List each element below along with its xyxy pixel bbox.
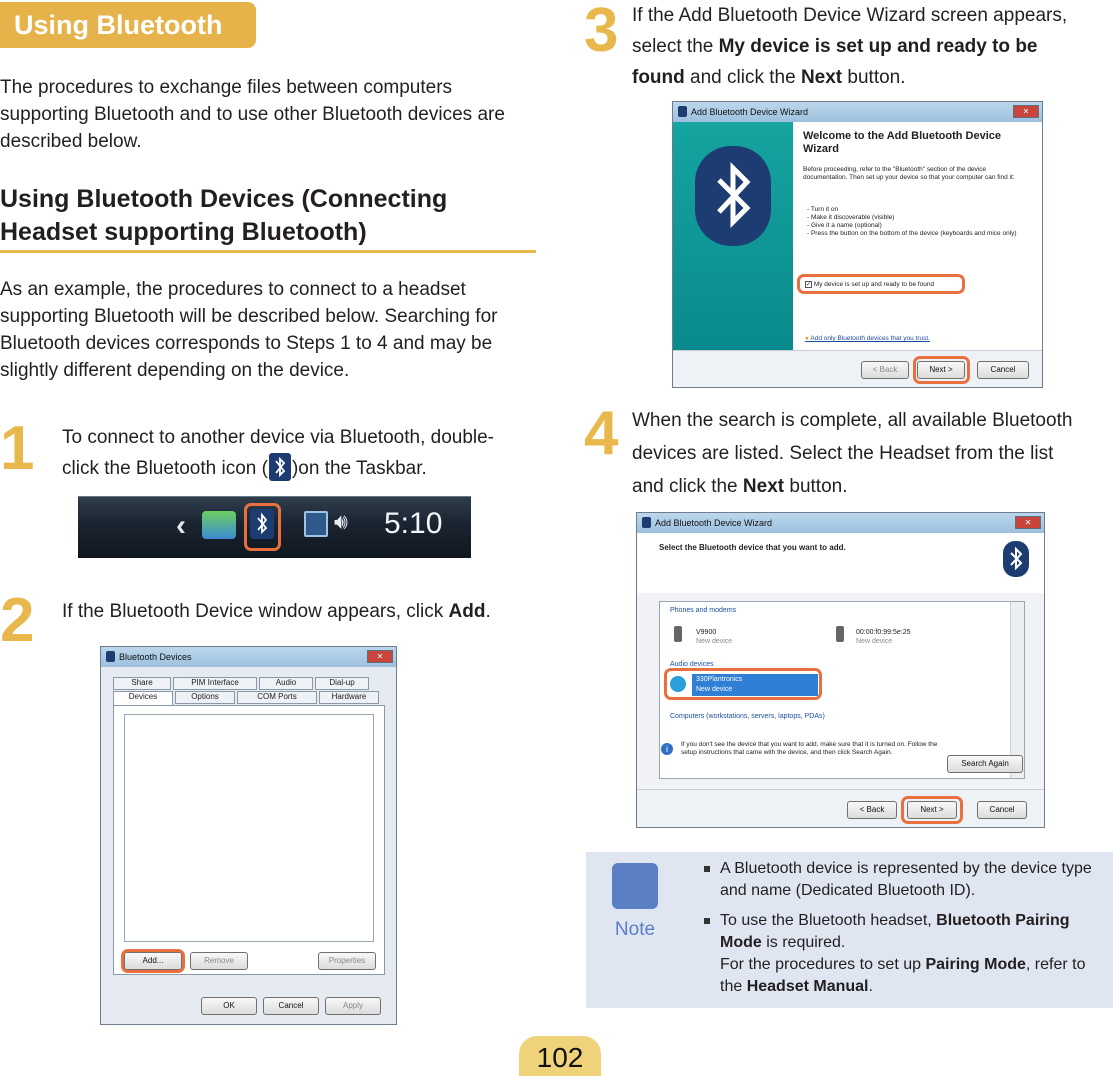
group-audio: Audio devices (670, 661, 714, 668)
step-2-bold: Add (448, 601, 486, 622)
step-2-text-a: If the Bluetooth Device window appears, click (62, 601, 449, 622)
wizard1-title: Add Bluetooth Device Wizard (691, 107, 809, 117)
note-item-1: A Bluetooth device is represented by the device type and name (Dedicated Bluetooth ID). (720, 858, 1108, 902)
step-1-text (62, 422, 532, 484)
trust-link[interactable] (805, 334, 930, 344)
group-phones: Phones and modems (670, 607, 737, 614)
tab-share[interactable]: Share (113, 677, 171, 690)
tab-devices[interactable]: Devices (113, 691, 173, 706)
note-item-2d: , refer to the (720, 956, 1086, 995)
next-button-highlight (901, 796, 963, 824)
step-3-line-3-bold: found (632, 67, 685, 88)
note-item-2 (720, 910, 1110, 998)
note-item-2-bold: Bluetooth Pairing Mode (720, 912, 1070, 951)
heading-line-1: Using Bluetooth Devices (Connecting (0, 185, 448, 213)
step-3-line-3c: button. (842, 67, 906, 88)
back-button[interactable]: < Back (861, 361, 909, 379)
wizard1-list-item: - Turn it on (807, 206, 839, 213)
device-name: V9900 (696, 629, 717, 636)
devices-titlebar (101, 647, 396, 667)
info-icon: i (661, 743, 673, 755)
ok-button[interactable]: OK (201, 997, 257, 1015)
step-4-line-3b: button. (784, 476, 848, 497)
tab-com-ports[interactable]: COM Ports (237, 691, 317, 704)
wizard1-titlebar (673, 102, 1042, 122)
devices-title: Bluetooth Devices (119, 652, 192, 662)
note-item-2e: . (868, 978, 873, 995)
scrollbar[interactable] (1010, 602, 1024, 778)
note-item-2c: For the procedures to set up (720, 956, 926, 973)
close-icon[interactable]: ✕ (367, 650, 393, 663)
wizard2-info: If you don't see the device that you want to add, make sure that it is turned on. Follow the setup instructions that came with the device, and then click Search Again. (681, 741, 938, 756)
wizard2-titlebar (637, 513, 1044, 533)
step-3-text (632, 0, 1113, 93)
section-heading (0, 183, 540, 249)
intro-text: The procedures to exchange files between computers supporting Bluetooth and to use other Bluetooth devices are described below. (0, 77, 505, 152)
next-button[interactable]: Next > (907, 801, 957, 819)
step-2-text (62, 598, 532, 625)
step-4-line-3a: and click the (632, 476, 743, 497)
wizard1-heading: Welcome to the Add Bluetooth Device Wizard (803, 130, 1002, 155)
taskbar-screenshot (78, 496, 471, 558)
tabs-front-row (113, 691, 379, 706)
volume-icon: 🔊︎ (334, 509, 348, 534)
step-3-line-2-bold: My device is set up and ready to be (718, 36, 1038, 57)
note-icon (612, 863, 658, 909)
wizard2-heading: Select the Bluetooth device that you want to add. (659, 543, 846, 552)
device-name: 00:00:f0:99:5e:25 (856, 629, 911, 636)
step-4-number: 4 (584, 399, 619, 468)
wizard1-list-item: - Give it a name (optional) (807, 222, 882, 229)
tab-dial-up[interactable]: Dial-up (315, 677, 369, 690)
cancel-button[interactable]: Cancel (977, 361, 1029, 379)
note-item-2a: To use the Bluetooth headset, (720, 912, 937, 929)
phone-icon (836, 626, 844, 642)
device-status: New device (696, 686, 733, 693)
taskbar-clock: 5:10 (384, 507, 443, 540)
tabs-back-row (113, 677, 369, 690)
step-1-line-2a: click the Bluetooth icon ( (62, 458, 268, 479)
tab-options[interactable]: Options (175, 691, 235, 704)
section-badge: Using Bluetooth (0, 2, 256, 48)
step-4-line-3-bold: Next (742, 476, 785, 497)
group-computers: Computers (workstations, servers, laptops, PDAs) (670, 713, 825, 720)
bluetooth-title-icon (678, 106, 687, 117)
monitor-icon (304, 511, 328, 537)
bluetooth-icon-highlight (244, 503, 281, 551)
step-3-line-3 (632, 62, 1113, 93)
add-button-highlight (121, 949, 185, 973)
step-1-number: 1 (0, 414, 35, 483)
wizard1-footer (673, 350, 1043, 388)
cancel-button[interactable]: Cancel (263, 997, 319, 1015)
heading-rule (0, 250, 536, 253)
wizard2-header (637, 533, 1045, 593)
example-text: As an example, the procedures to connect to a headset supporting Bluetooth will be described below. Searching for Bluetooth devices corresponds to Steps 1 to 4 and may be slightly different depending on the device. (0, 279, 498, 381)
bluetooth-title-icon (642, 517, 651, 528)
properties-button[interactable]: Properties (318, 952, 376, 970)
device-status: New device (856, 638, 893, 645)
bluetooth-inline-icon (269, 453, 291, 481)
close-icon[interactable]: ✕ (1013, 105, 1039, 118)
step-1-line-2 (62, 453, 532, 484)
ready-checkbox-label: My device is set up and ready to be found (813, 281, 935, 288)
step-3-line-3b: and click the (684, 67, 801, 88)
tab-hardware[interactable]: Hardware (319, 691, 379, 704)
apply-button[interactable]: Apply (325, 997, 381, 1015)
close-icon[interactable]: ✕ (1015, 516, 1041, 529)
step-4-line-2: devices are listed. Select the Headset from the list (632, 443, 1054, 464)
wizard-welcome-window (672, 101, 1043, 388)
bluetooth-logo (695, 146, 771, 246)
wizard2-title: Add Bluetooth Device Wizard (655, 518, 773, 528)
step-2-text-b: . (485, 601, 491, 622)
step-3-line-2a: select the (632, 36, 719, 57)
step-3-line-3-bold2: Next (800, 67, 843, 88)
search-again-button[interactable]: Search Again (947, 755, 1023, 773)
wizard2-footer (637, 789, 1045, 828)
device-list[interactable] (124, 714, 374, 942)
remove-button[interactable]: Remove (190, 952, 248, 970)
bluetooth-devices-window (100, 646, 397, 1025)
step-4-text (632, 404, 1113, 503)
page-number: 102 (519, 1036, 601, 1076)
wizard1-list-item: - Make it discoverable (visible) (807, 214, 895, 221)
note-item-2-bold3: Headset Manual (746, 978, 869, 995)
note-item-2-bold2: Pairing Mode (925, 956, 1026, 973)
back-button[interactable]: < Back (847, 801, 897, 819)
phone-icon (674, 626, 682, 642)
tab-pim-interface[interactable]: PIM Interface (173, 677, 257, 690)
step-1-line-2b: )on the Taskbar. (291, 458, 427, 479)
network-icon (202, 511, 236, 539)
wizard1-side-banner (673, 122, 793, 350)
bluetooth-logo (1003, 541, 1029, 577)
step-1-line-1: To connect to another device via Bluetooth, double- (62, 427, 495, 448)
next-button-highlight (913, 356, 970, 384)
tab-audio[interactable]: Audio (259, 677, 313, 690)
note-item-2b: is required. (761, 934, 846, 951)
headset-highlight (664, 668, 822, 700)
note-label: Note (614, 919, 656, 940)
step-3-number: 3 (584, 0, 619, 65)
device-v9900[interactable] (696, 628, 732, 646)
device-status: New device (696, 638, 733, 645)
trust-link-label[interactable]: Add only Bluetooth devices that you trust. (810, 335, 930, 342)
device-address[interactable] (856, 628, 911, 646)
wizard-select-window (636, 512, 1045, 828)
step-4-line-3 (632, 470, 1113, 503)
shield-icon: ● (805, 335, 809, 342)
device-name: 330Plantronics (696, 676, 743, 683)
cancel-button[interactable]: Cancel (977, 801, 1027, 819)
add-button[interactable]: Add... (124, 952, 182, 970)
checkbox-highlight (797, 274, 965, 294)
bluetooth-title-icon (106, 651, 115, 662)
checkbox-checked-icon[interactable]: ✓ (806, 281, 812, 288)
heading-line-2: Headset supporting Bluetooth) (0, 218, 367, 246)
wizard1-list (807, 206, 1027, 238)
devices-tab-panel (113, 705, 385, 975)
wizard1-list-item: - Press the button on the bottom of the device (keyboards and mice only) (807, 230, 1017, 237)
step-2-number: 2 (0, 586, 35, 655)
step-4-line-1: When the search is complete, all available Bluetooth (632, 410, 1073, 431)
step-3-line-1: If the Add Bluetooth Device Wizard screen appears, (632, 5, 1068, 26)
next-button[interactable]: Next > (917, 361, 965, 379)
step-3-line-2 (632, 31, 1113, 62)
wizard1-body: Before proceeding, refer to the "Bluetooth" section of the device documentation. Then set up your device so that your computer can find it: (803, 166, 1015, 181)
chevron-left-icon: ‹ (176, 509, 186, 542)
